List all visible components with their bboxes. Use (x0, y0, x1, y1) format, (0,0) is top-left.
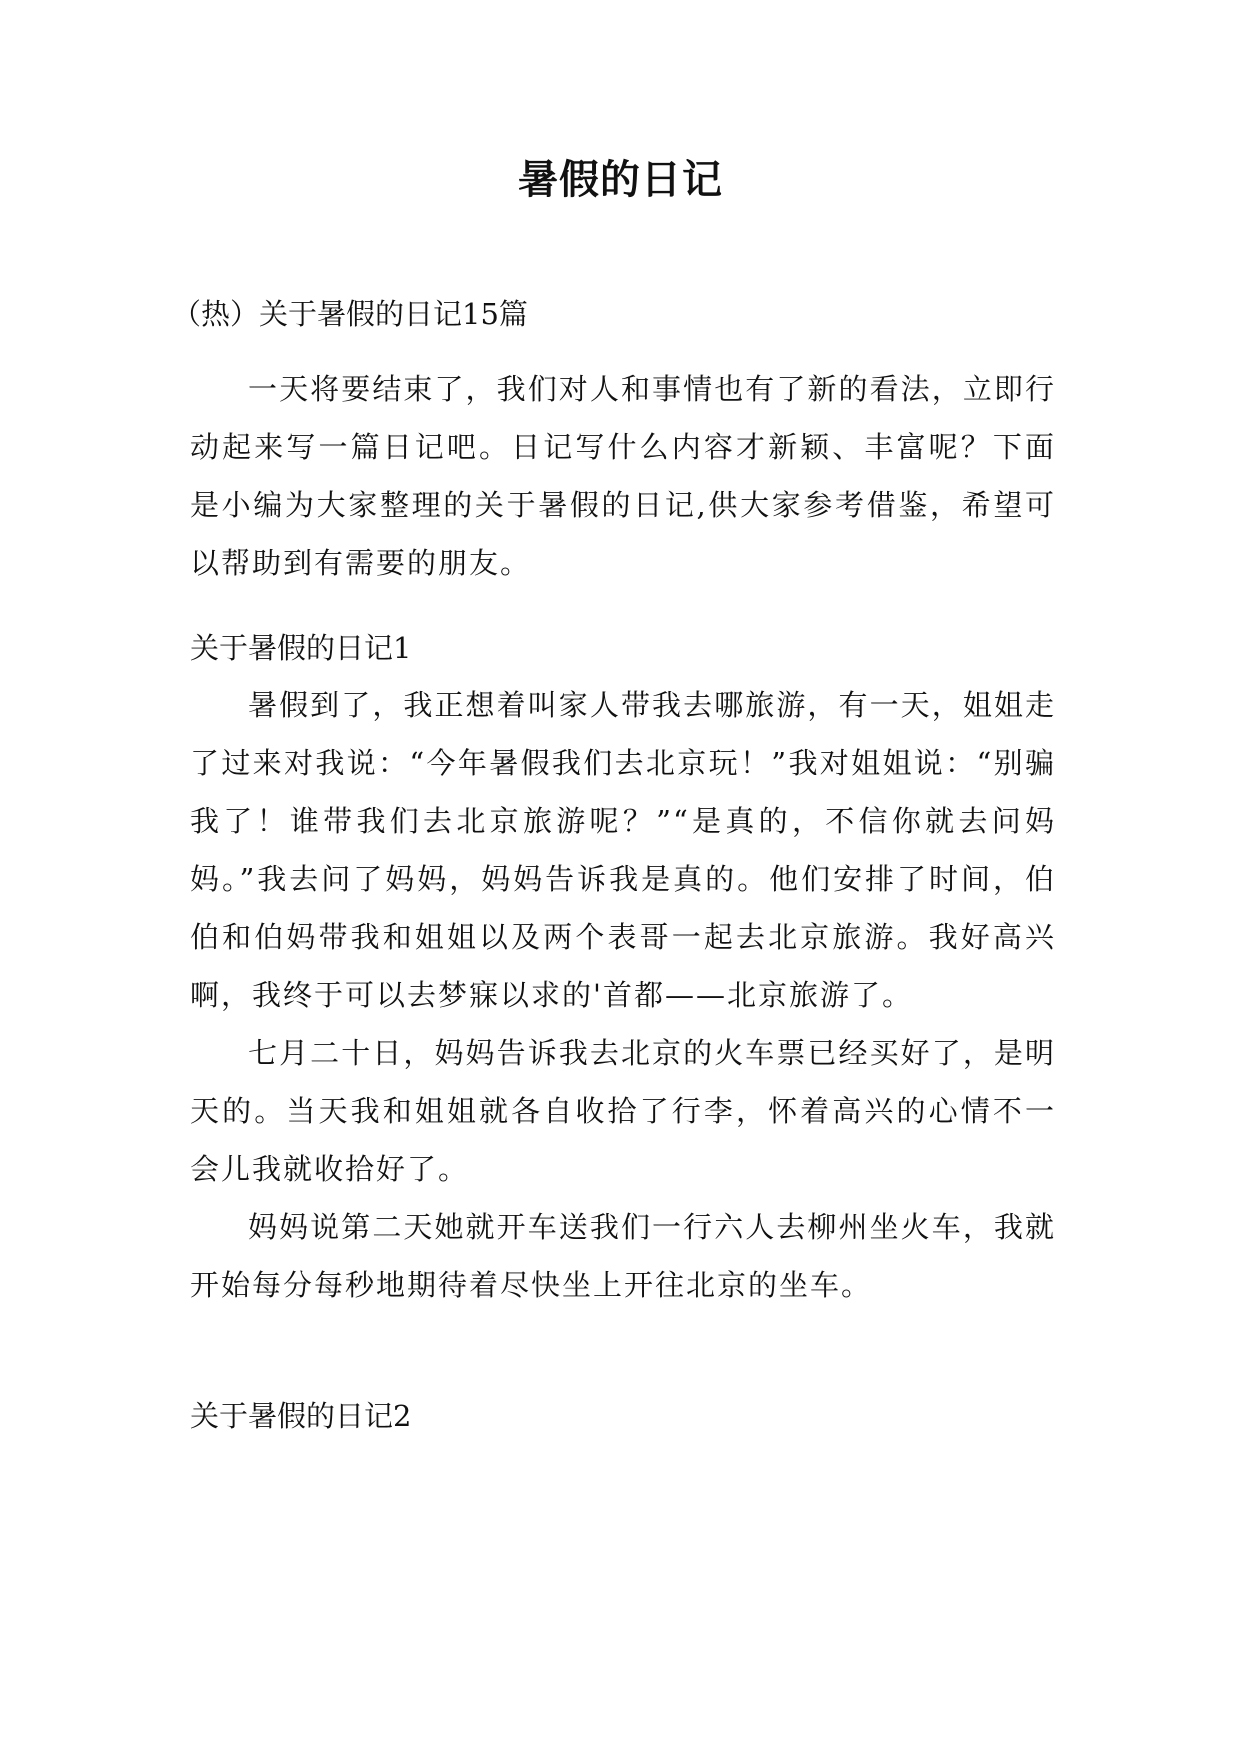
intro-paragraph: 一天将要结束了，我们对人和事情也有了新的看法，立即行动起来写一篇日记吧。日记写什么内容才新颖、丰富呢？下面是小编为大家整理的关于暑假的日记,供大家参考借鉴，希望可以帮助到有需要的朋友。 (190, 372, 1056, 580)
section-1-paragraph-1: 暑假到了，我正想着叫家人带我去哪旅游，有一天，姐姐走了过来对我说：“今年暑假我们去北京玩！”我对姐姐说：“别骗我了！谁带我们去北京旅游呢？”“是真的，不信你就去问妈妈。”我去问了妈妈，妈妈告诉我是真的。他们安排了时间，伯伯和伯妈带我和姐姐以及两个表哥一起去北京旅游。我好高兴啊，我终于可以去梦寐以求的'首都——北京旅游了。 (190, 688, 1056, 1012)
intro-block (190, 360, 1056, 592)
page-title: 暑假的日记 (518, 157, 723, 203)
section-1-paragraph-2: 七月二十日，妈妈告诉我去北京的火车票已经买好了，是明天的。当天我和姐姐就各自收拾了行李，怀着高兴的心情不一会儿我就收拾好了。 (190, 1036, 1056, 1186)
section-heading-2: 关于暑假的日记2 (190, 1399, 412, 1433)
section-heading-1: 关于暑假的日记1 (190, 631, 412, 665)
section-1-body (190, 676, 1056, 1314)
document-subtitle: （热）关于暑假的日记15篇 (172, 297, 528, 331)
section-1-paragraph-3: 妈妈说第二天她就开车送我们一行六人去柳州坐火车，我就开始每分每秒地期待着尽快坐上开往北京的坐车。 (190, 1210, 1056, 1302)
